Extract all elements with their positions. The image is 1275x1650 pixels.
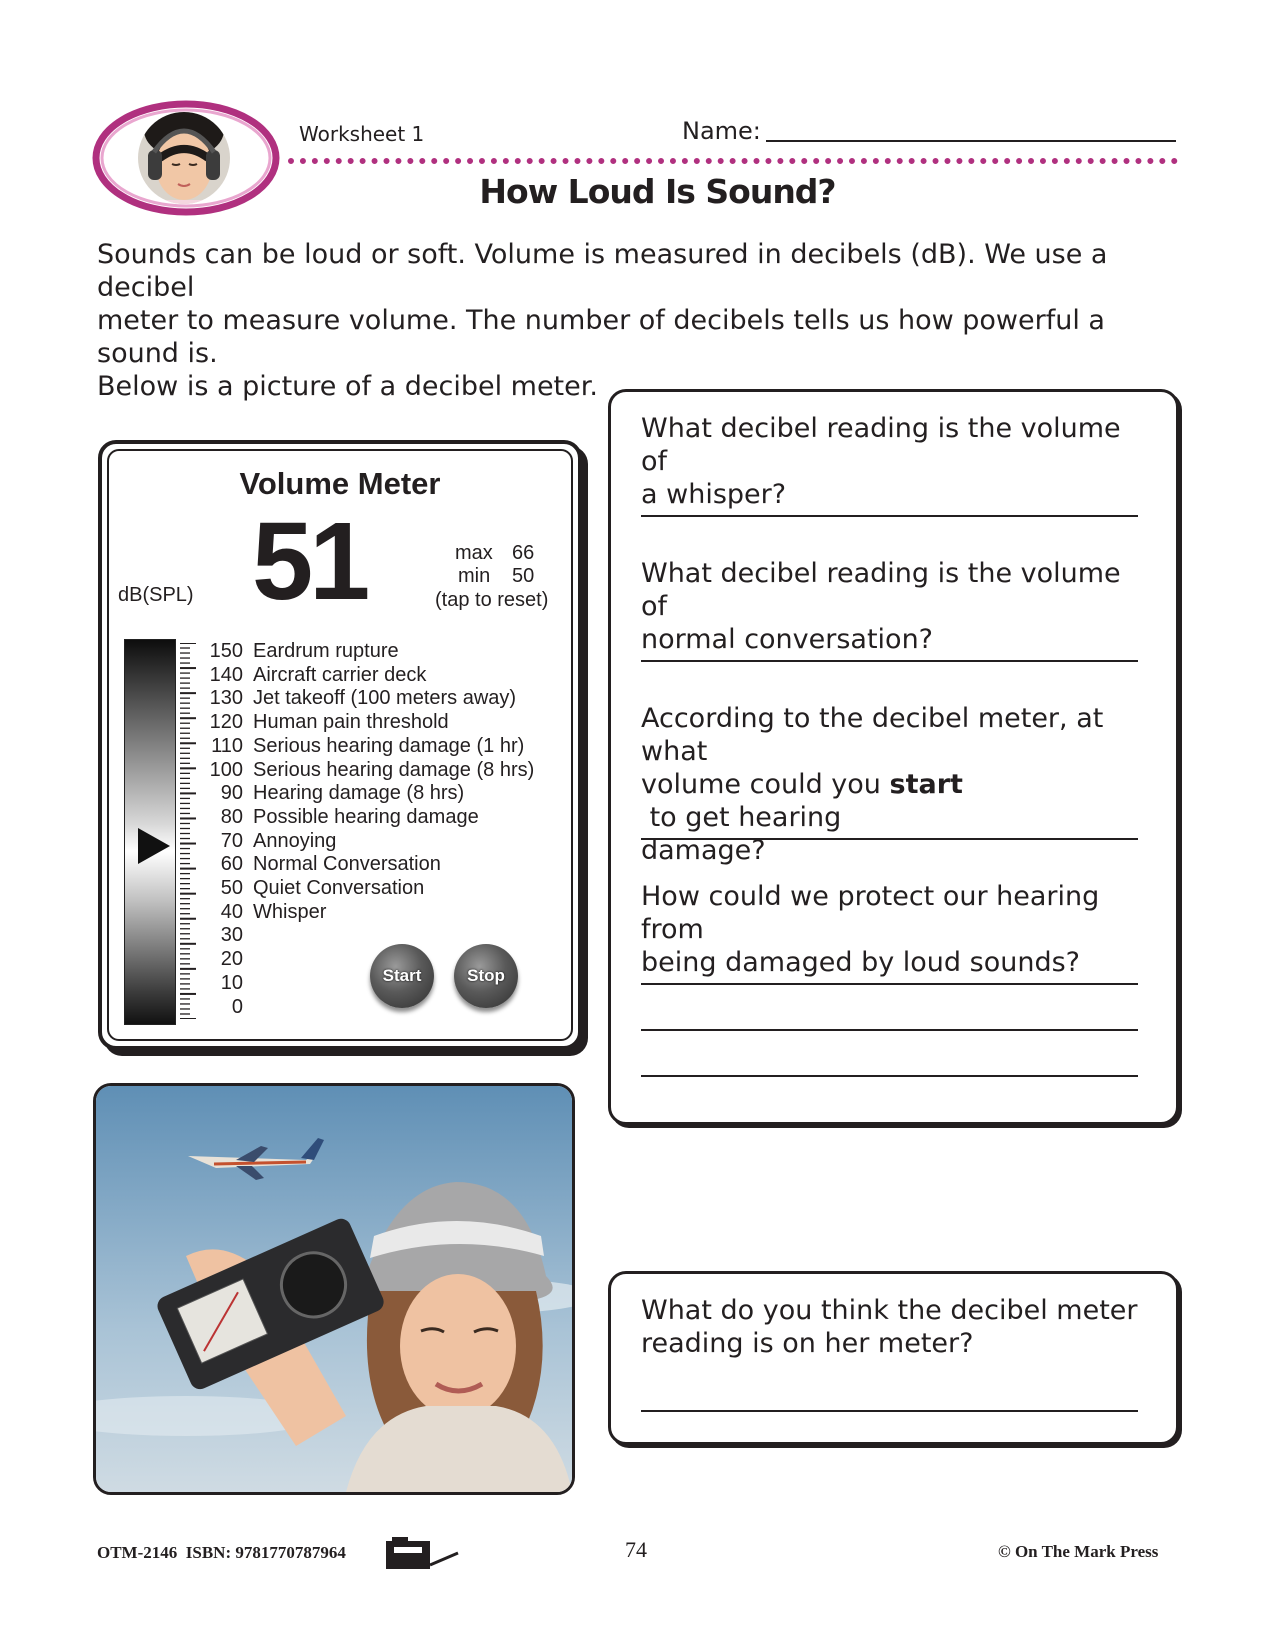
scale-value: 70 [220, 829, 243, 852]
scale-value: 10 [220, 971, 243, 994]
intro-line: Sounds can be loud or soft. Volume is measured in decibels (dB). We use a decibel [97, 239, 1108, 303]
scale-value: 0 [231, 995, 243, 1018]
scale-value: 120 [209, 711, 243, 734]
name-input-line[interactable] [766, 140, 1176, 142]
photo-question-box [608, 1271, 1179, 1445]
answer-line-conversation[interactable] [641, 660, 1138, 662]
scale-value: 30 [220, 924, 243, 947]
question-text: volume could you [641, 769, 890, 800]
scale-label: Possible hearing damage [253, 805, 479, 828]
scale-label: Human pain threshold [253, 711, 449, 734]
unit-label: dB(SPL) [118, 584, 194, 606]
meter-reading: 51 [252, 500, 367, 623]
question-line: What do you think the decibel meter [641, 1295, 1138, 1326]
intro-paragraph [97, 238, 1187, 403]
intro-line: Below is a picture of a decibel meter. [97, 371, 598, 402]
play-triangle-icon [138, 828, 170, 864]
emphasized-word: start [889, 769, 963, 800]
name-label: Name: [682, 117, 761, 145]
min-label: min [458, 565, 491, 587]
folder-icon [384, 1535, 460, 1575]
stop-button[interactable]: Stop [454, 944, 518, 1008]
scale-label: Aircraft carrier deck [253, 663, 427, 686]
question-line: According to the decibel meter, at what [641, 703, 1104, 767]
scale-value: 90 [220, 782, 243, 805]
question-text: to get hearing [641, 802, 842, 833]
scale-label: Whisper [253, 900, 327, 923]
scale-label: Serious hearing damage (1 hr) [253, 734, 525, 757]
page-number: 74 [625, 1537, 647, 1562]
scale-label: Eardrum rupture [253, 640, 399, 662]
question-her-meter [641, 1294, 1141, 1360]
scale-label: Normal Conversation [253, 853, 441, 876]
scale-value: 60 [220, 853, 243, 876]
gauge-tick-marks [178, 643, 198, 1019]
max-label: max [455, 542, 493, 564]
scale-label: Jet takeoff (100 meters away) [253, 687, 517, 710]
scale-value: 140 [209, 663, 243, 686]
max-value: 66 [512, 542, 535, 564]
question-line: reading is on her meter? [641, 1328, 974, 1359]
answer-line-protect-1[interactable] [641, 983, 1138, 985]
scale-value: 110 [211, 734, 243, 757]
question-protect-hearing [641, 880, 1141, 979]
min-value: 50 [512, 565, 535, 587]
question-whisper [641, 412, 1141, 511]
scale-value: 150 [209, 640, 243, 662]
answer-line-protect-2[interactable] [641, 1029, 1138, 1031]
question-line: How could we protect our hearing from [641, 881, 1100, 945]
scale-value: 130 [209, 687, 243, 710]
scale-value: 100 [209, 758, 243, 781]
scale-label: Quiet Conversation [253, 877, 425, 899]
footer-copyright: © On The Mark Press [998, 1542, 1159, 1561]
answer-line-whisper[interactable] [641, 515, 1138, 517]
reset-hint[interactable]: (tap to reset) [435, 589, 549, 611]
question-line: a whisper? [641, 479, 787, 510]
scale-value: 40 [220, 900, 243, 923]
question-line: damage? [641, 835, 766, 866]
page-title: How Loud Is Sound? [479, 172, 836, 211]
question-hearing-damage [641, 702, 1141, 867]
scale-label: Serious hearing damage (8 hrs) [253, 758, 535, 781]
worksheet-label: Worksheet 1 [299, 122, 425, 146]
answer-line-protect-3[interactable] [641, 1075, 1138, 1077]
answer-line-her-meter[interactable] [641, 1410, 1138, 1412]
woman-with-decibel-meter-photo [93, 1083, 575, 1495]
volume-meter-title: Volume Meter [239, 466, 441, 501]
scale-label: Annoying [253, 829, 337, 852]
question-line: What decibel reading is the volume of [641, 558, 1121, 622]
question-line: What decibel reading is the volume of [641, 413, 1121, 477]
question-line [641, 768, 1141, 834]
scale-label: Hearing damage (8 hrs) [253, 782, 465, 805]
dotted-divider [288, 158, 1178, 164]
scale-value: 20 [220, 948, 243, 971]
footer-isbn: OTM-2146 ISBN: 9781770787964 [97, 1543, 346, 1562]
intro-line: meter to measure volume. The number of decibels tells us how powerful a sound is. [97, 305, 1105, 369]
scale-value: 80 [220, 805, 243, 828]
start-button[interactable]: Start [370, 944, 434, 1008]
question-conversation [641, 557, 1141, 656]
answer-line-hearing-damage[interactable] [641, 838, 1138, 840]
question-line: being damaged by loud sounds? [641, 947, 1080, 978]
scale-value: 50 [220, 877, 243, 899]
question-line: normal conversation? [641, 624, 934, 655]
volume-meter-panel [98, 440, 582, 1050]
questions-box [608, 389, 1179, 1125]
